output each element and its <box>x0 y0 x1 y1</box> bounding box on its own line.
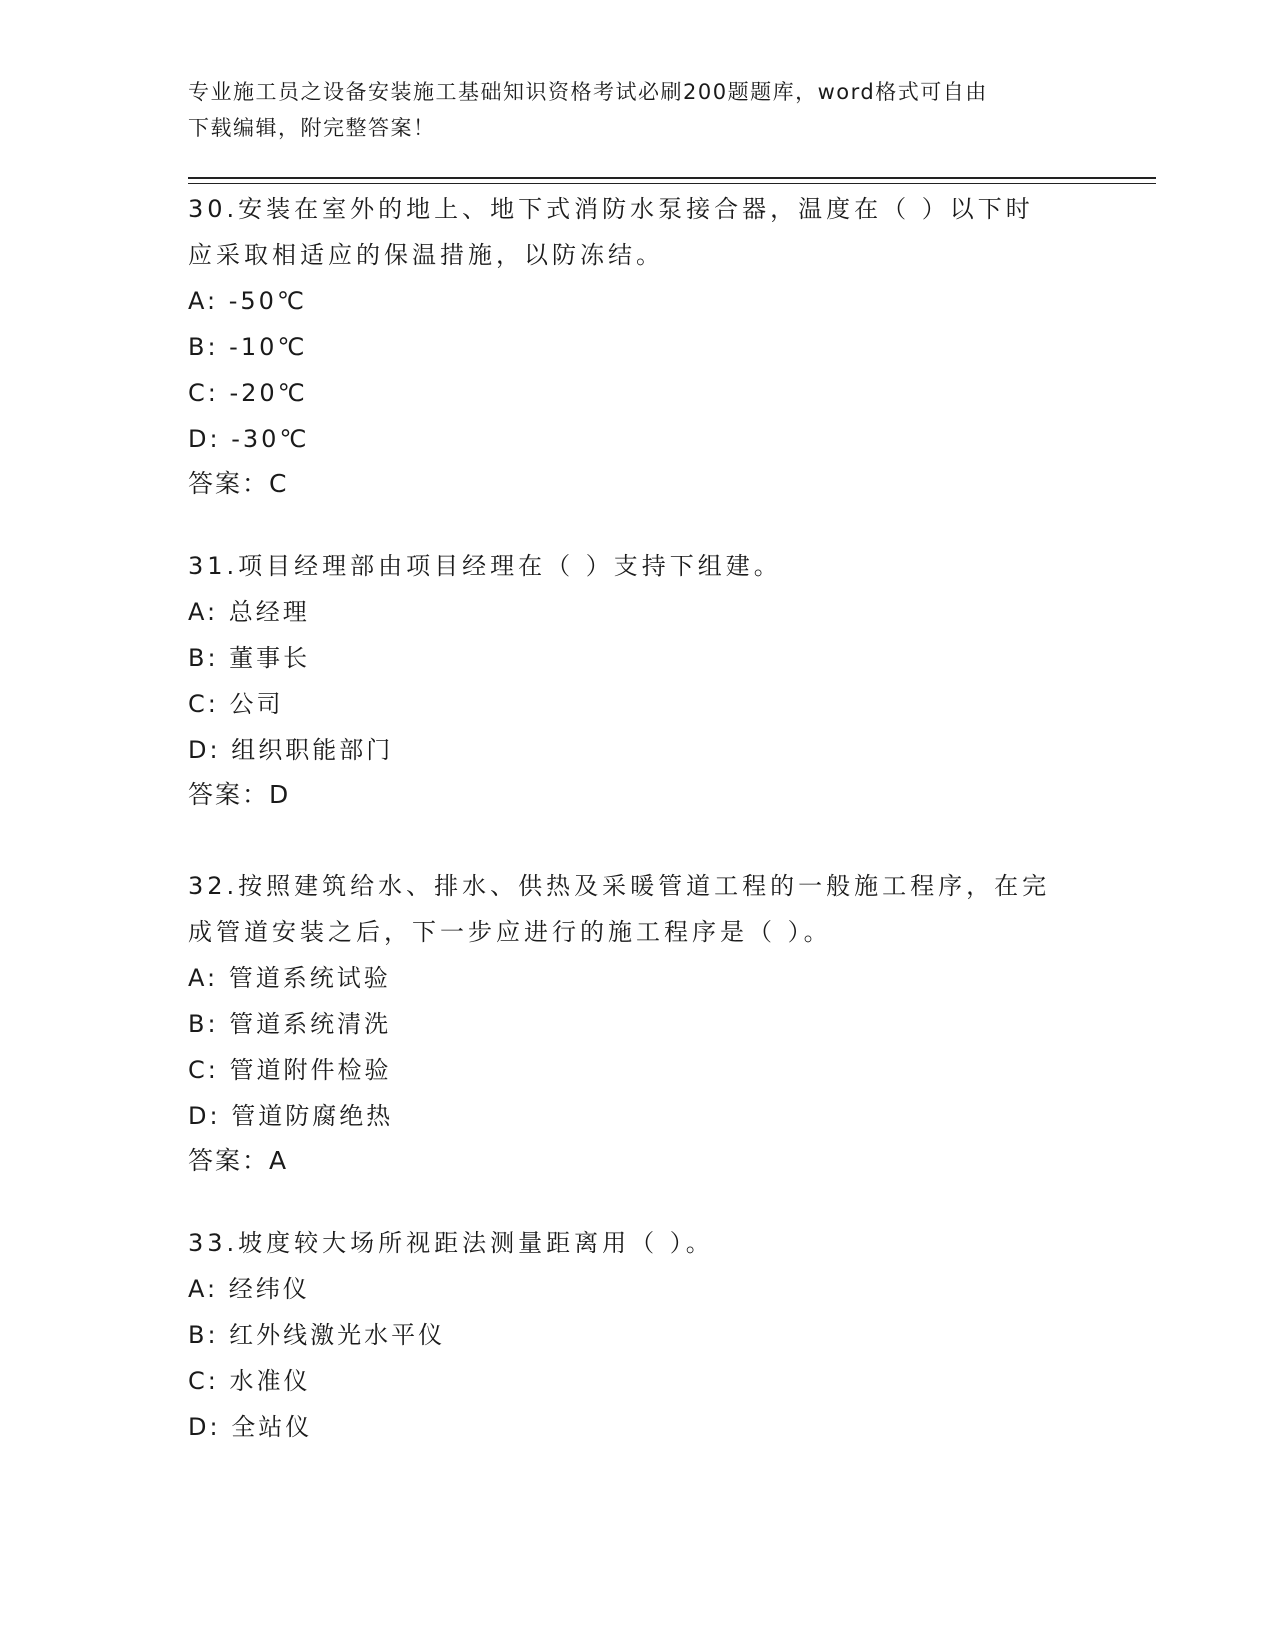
question-31 <box>188 543 1088 817</box>
option-d: D: 管道防腐绝热 <box>188 1102 394 1130</box>
option-a: A: 经纬仪 <box>188 1275 310 1303</box>
answer-label: 答案：A <box>188 1146 289 1175</box>
question-32 <box>188 863 1088 1183</box>
header-line-2: 下载编辑，附完整答案！ <box>188 116 436 140</box>
header-divider-thin <box>188 183 1156 184</box>
question-stem-line-1: 31.项目经理部由项目经理在（ ）支持下组建。 <box>188 552 782 580</box>
answer-label: 答案：C <box>188 469 289 498</box>
option-a: A: 管道系统试验 <box>188 964 391 992</box>
header-divider-thick <box>188 177 1156 179</box>
question-stem-line-1: 30.安装在室外的地上、地下式消防水泵接合器，温度在（ ）以下时 <box>188 195 1034 223</box>
option-b: B: 红外线激光水平仪 <box>188 1321 446 1349</box>
option-d: D: -30℃ <box>188 425 310 453</box>
option-b: B: 董事长 <box>188 644 311 672</box>
option-c: C: 公司 <box>188 690 284 718</box>
answer-label: 答案：D <box>188 780 291 809</box>
option-b: B: -10℃ <box>188 333 308 361</box>
option-b: B: 管道系统清洗 <box>188 1010 392 1038</box>
option-a: A: 总经理 <box>188 598 310 626</box>
question-stem-line-2: 应采取相适应的保温措施，以防冻结。 <box>188 241 664 269</box>
option-a: A: -50℃ <box>188 287 307 315</box>
option-c: C: 管道附件检验 <box>188 1056 392 1084</box>
question-33 <box>188 1220 1088 1450</box>
question-stem-line-1: 33.坡度较大场所视距法测量距离用（ ）。 <box>188 1229 714 1257</box>
option-c: C: -20℃ <box>188 379 308 407</box>
option-d: D: 全站仪 <box>188 1413 313 1441</box>
question-stem-line-2: 成管道安装之后，下一步应进行的施工程序是（ ）。 <box>188 918 832 946</box>
question-stem-line-1: 32.按照建筑给水、排水、供热及采暖管道工程的一般施工程序，在完 <box>188 872 1051 900</box>
header-line-1: 专业施工员之设备安装施工基础知识资格考试必刷200题题库，word格式可自由 <box>188 80 988 104</box>
option-d: D: 组织职能部门 <box>188 736 394 764</box>
question-30 <box>188 186 1088 506</box>
option-c: C: 水准仪 <box>188 1367 311 1395</box>
document-header <box>188 74 1068 146</box>
